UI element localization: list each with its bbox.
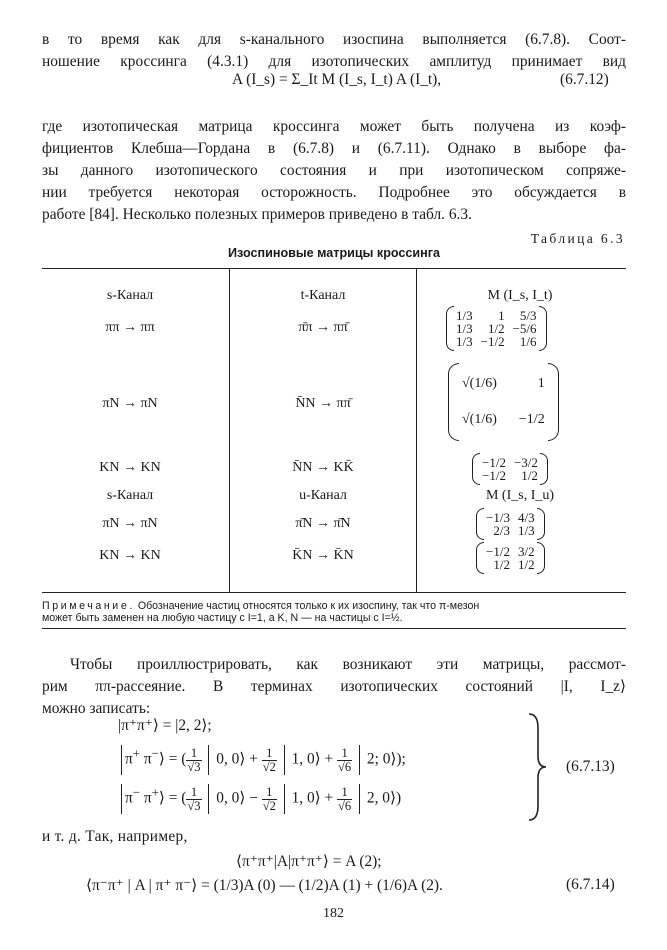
crossing-matrix [482, 545, 539, 571]
row-s-process: πN → πN [102, 396, 158, 411]
matrix-cell: −1/2 [482, 468, 506, 483]
row-s-process: πN → πN [102, 516, 158, 531]
text-line: Чтобы проиллюстрировать, как возникают эти матрицы, рассмот- [70, 656, 626, 673]
table-top-rule [42, 268, 626, 269]
matrix-cell: 3/2 [517, 544, 535, 559]
matrix-cell: −1/2 [518, 412, 545, 427]
text-line: нии требуется некоторая осторожность. Подробнее это обсуждается в [42, 184, 626, 201]
equation-line: ⟨π⁺π⁺|A|π⁺π⁺⟩ = A (2); [236, 853, 382, 870]
matrix-cell: 1/3 [517, 523, 535, 538]
body-text: и т. д. Так, например, [42, 828, 188, 845]
matrix-cell: −1/2 [486, 544, 510, 559]
matrix-cell: 2/3 [493, 523, 510, 538]
intro-paragraph [42, 29, 626, 73]
matrix-cell: −1/3 [486, 510, 510, 525]
note-label: Примечание. [42, 600, 135, 612]
text-line: работе [84]. Несколько полезных примеров приведено в табл. 6.3. [42, 206, 472, 223]
header-t-channel: t-Канал [300, 288, 346, 303]
text-line: фициентов Клебша—Гордана в (6.7.8) и (6.7.11). Однако в выборе фа- [42, 140, 626, 157]
crossing-matrix [458, 366, 549, 438]
table-title: Изоспиновые матрицы кроссинга [227, 246, 441, 260]
equation-number: (6.7.13) [566, 758, 615, 775]
note-text: Обозначение частиц относятся только к их изоспину, так что π-мезон [137, 600, 480, 612]
page-number: 182 [323, 906, 344, 921]
row-u-process: K̄N → K̄N [292, 548, 354, 563]
header-u-channel: u-Канал [299, 488, 347, 503]
matrix-cell: −1/2 [480, 334, 505, 349]
crossing-matrix [482, 511, 539, 537]
matrix-cell: −3/2 [513, 455, 538, 470]
equation-6-7-12: A (I_s) = Σ_It M (I_s, I_t) A (I_t), [232, 71, 442, 88]
right-brace [526, 712, 548, 822]
table-note [42, 600, 626, 624]
text-line: где изотопическая матрица кроссинга может быть получена из коэф- [42, 118, 626, 135]
body-paragraph [42, 654, 626, 720]
column-divider [416, 269, 417, 592]
header-s-channel: s-Канал [106, 288, 154, 303]
text-line: ношение кроссинга (4.3.1) для изотопических амплитуд принимает вид [42, 53, 626, 70]
matrix-cell: 1/3 [456, 308, 473, 323]
row-s-process: KN → KN [99, 548, 161, 563]
header-matrix: M (I_s, I_u) [485, 488, 555, 503]
note-text: может быть заменен на любую частицу с I=1, а K, N — на частицы с I=½. [42, 612, 403, 624]
header-matrix: M (I_s, I_t) [487, 288, 553, 303]
matrix-cell: √(1/6) [462, 412, 497, 427]
header-s-channel: s-Канал [106, 488, 154, 503]
row-t-process: N̄N → ππ̄ [295, 396, 351, 411]
equation-line: π+ π−⟩ = ( $\frac{1}{√3}$ 0, 0⟩ + $\frac{1}{√2}$ 1, 0⟩ + $\frac{1}{√6}$ 2; 0⟩); [118, 745, 406, 775]
matrix-cell: 5/3 [519, 308, 537, 323]
row-u-process: π̄N → π̄N [295, 516, 351, 531]
equation-line: π− π+⟩ = ( $\frac{1}{√3}$ 0, 0⟩ − $\frac{1}{√2}$ 1, 0⟩ + $\frac{1}{√6}$ 2, 0⟩) [118, 784, 401, 814]
matrix-cell: −1/2 [482, 455, 506, 470]
column-divider [229, 269, 230, 592]
text-line: в то время как для s-канального изоспина выполняется (6.7.8). Соот- [42, 31, 626, 48]
matrix-cell: 1/3 [456, 334, 473, 349]
row-t-process: N̄N → KK̄ [292, 460, 354, 475]
text-line: можно записать: [42, 700, 151, 717]
matrix-cell: 1 [537, 376, 545, 391]
matrix-cell: 1/2 [493, 557, 510, 572]
matrix-cell: 1/2 [521, 468, 538, 483]
matrix-cell: 1/6 [519, 334, 537, 349]
table-bottom-rule [42, 592, 626, 593]
row-s-process: KN → KN [99, 460, 161, 475]
text-line: зы данного изотопического состояния и при изотопическом сопряже- [42, 162, 626, 179]
crossing-matrix [452, 309, 541, 348]
row-t-process: π̄π → ππ̄ [298, 320, 348, 335]
table-number: Таблица 6.3 [530, 231, 625, 246]
equation-number: (6.7.14) [566, 876, 615, 893]
equation-line: ⟨π⁻π⁺ | A | π⁺ π⁻⟩ = (1/3)A (0) — (1/2)A (1) + (1/6)A (2). [86, 877, 443, 894]
equation-number: (6.7.12) [560, 71, 609, 88]
body-paragraph [42, 116, 626, 226]
crossing-matrix [478, 456, 542, 482]
matrix-cell: 1/3 [456, 321, 473, 336]
note-bottom-rule [42, 628, 626, 629]
row-s-process: ππ → ππ [105, 320, 155, 335]
matrix-cell: −5/6 [512, 321, 537, 336]
matrix-cell: √(1/6) [462, 376, 497, 391]
matrix-cell: 1/2 [517, 557, 535, 572]
matrix-cell: 1 [498, 308, 505, 323]
text-line: рим ππ-рассеяние. В терминах изотопических состояний |I, I_z⟩ [42, 678, 626, 695]
equation-line: |π⁺π⁺⟩ = |2, 2⟩; [118, 717, 212, 734]
matrix-cell: 1/2 [487, 321, 505, 336]
matrix-cell: 4/3 [517, 510, 535, 525]
